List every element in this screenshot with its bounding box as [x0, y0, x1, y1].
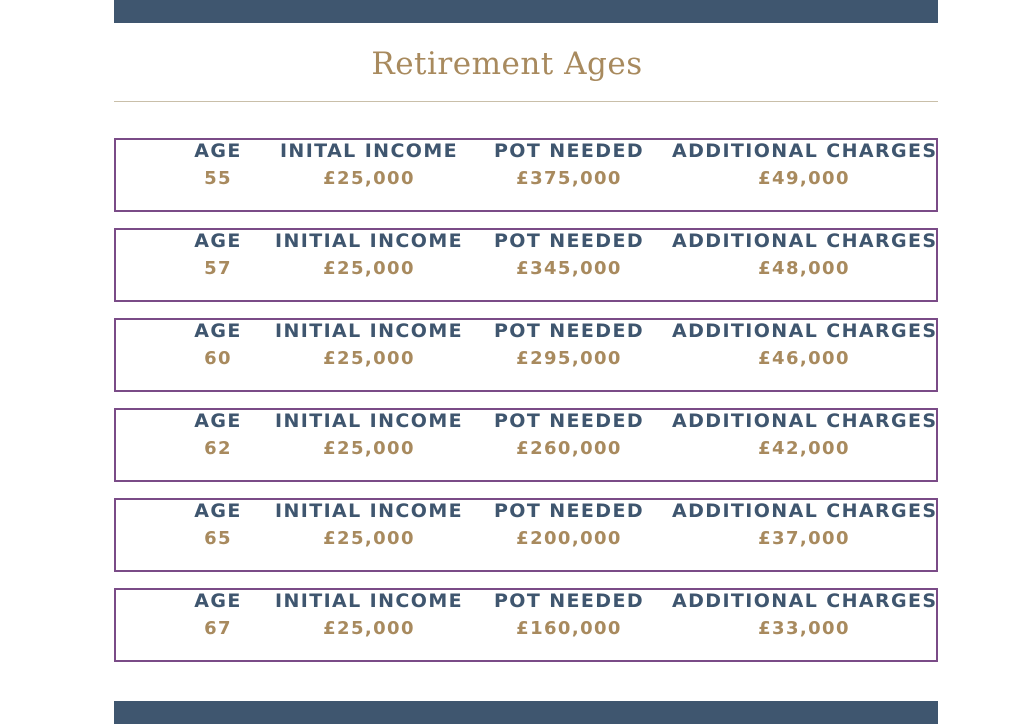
income-value: £25,000 [323, 348, 415, 369]
charges-value: £42,000 [758, 438, 850, 459]
charges-label: ADDITIONAL CHARGES [672, 140, 938, 162]
age-value: 60 [204, 348, 232, 369]
title-divider [114, 101, 938, 102]
age-value: 62 [204, 438, 232, 459]
pot-cell [488, 140, 650, 189]
age-value: 55 [204, 168, 232, 189]
table-row [114, 138, 938, 212]
table-row [114, 318, 938, 392]
charges-label: ADDITIONAL CHARGES [672, 500, 938, 522]
charges-label: ADDITIONAL CHARGES [672, 410, 938, 432]
pot-label: POT NEEDED [493, 320, 645, 342]
pot-value: £345,000 [516, 258, 622, 279]
charges-value: £49,000 [758, 168, 850, 189]
pot-label: POT NEEDED [493, 590, 645, 612]
charges-cell [672, 230, 936, 279]
pot-label: POT NEEDED [493, 410, 645, 432]
pot-cell [488, 410, 650, 459]
income-cell [274, 230, 464, 279]
charges-value: £37,000 [758, 528, 850, 549]
age-label: AGE [194, 500, 242, 522]
income-label: INITIAL INCOME [274, 590, 464, 612]
age-cell [178, 410, 258, 459]
pot-cell [488, 590, 650, 639]
income-cell [274, 500, 464, 549]
income-label: INITIAL INCOME [274, 320, 464, 342]
age-label: AGE [194, 320, 242, 342]
table-row [114, 498, 938, 572]
income-label: INITIAL INCOME [274, 500, 464, 522]
age-cell [178, 140, 258, 189]
age-cell [178, 320, 258, 369]
age-label: AGE [194, 140, 242, 162]
pot-value: £375,000 [516, 168, 622, 189]
charges-cell [672, 500, 936, 549]
pot-label: POT NEEDED [493, 500, 645, 522]
charges-cell [672, 410, 936, 459]
income-cell [274, 320, 464, 369]
header-bar [114, 0, 938, 23]
charges-cell [672, 140, 936, 189]
charges-value: £48,000 [758, 258, 850, 279]
pot-value: £260,000 [516, 438, 622, 459]
charges-value: £46,000 [758, 348, 850, 369]
table-row [114, 408, 938, 482]
charges-label: ADDITIONAL CHARGES [672, 320, 938, 342]
income-value: £25,000 [323, 438, 415, 459]
pot-cell [488, 500, 650, 549]
age-label: AGE [194, 230, 242, 252]
age-cell [178, 230, 258, 279]
footer-bar [114, 701, 938, 724]
income-label: INITIAL INCOME [274, 230, 464, 252]
income-value: £25,000 [323, 528, 415, 549]
age-label: AGE [194, 410, 242, 432]
income-cell [274, 590, 464, 639]
income-label: INITIAL INCOME [274, 410, 464, 432]
income-cell [274, 140, 464, 189]
income-value: £25,000 [323, 618, 415, 639]
charges-cell [672, 590, 936, 639]
pot-value: £160,000 [516, 618, 622, 639]
page-title: Retirement Ages [371, 46, 643, 82]
charges-value: £33,000 [758, 618, 850, 639]
charges-label: ADDITIONAL CHARGES [672, 230, 938, 252]
table-row [114, 588, 938, 662]
income-label: INITAL INCOME [279, 140, 459, 162]
pot-value: £295,000 [516, 348, 622, 369]
pot-value: £200,000 [516, 528, 622, 549]
age-label: AGE [194, 590, 242, 612]
charges-cell [672, 320, 936, 369]
income-value: £25,000 [323, 258, 415, 279]
pot-cell [488, 320, 650, 369]
age-value: 65 [204, 528, 232, 549]
income-value: £25,000 [323, 168, 415, 189]
pot-label: POT NEEDED [493, 140, 645, 162]
charges-label: ADDITIONAL CHARGES [672, 590, 938, 612]
pot-label: POT NEEDED [493, 230, 645, 252]
age-cell [178, 590, 258, 639]
income-cell [274, 410, 464, 459]
age-value: 67 [204, 618, 232, 639]
pot-cell [488, 230, 650, 279]
age-cell [178, 500, 258, 549]
age-value: 57 [204, 258, 232, 279]
table-row [114, 228, 938, 302]
